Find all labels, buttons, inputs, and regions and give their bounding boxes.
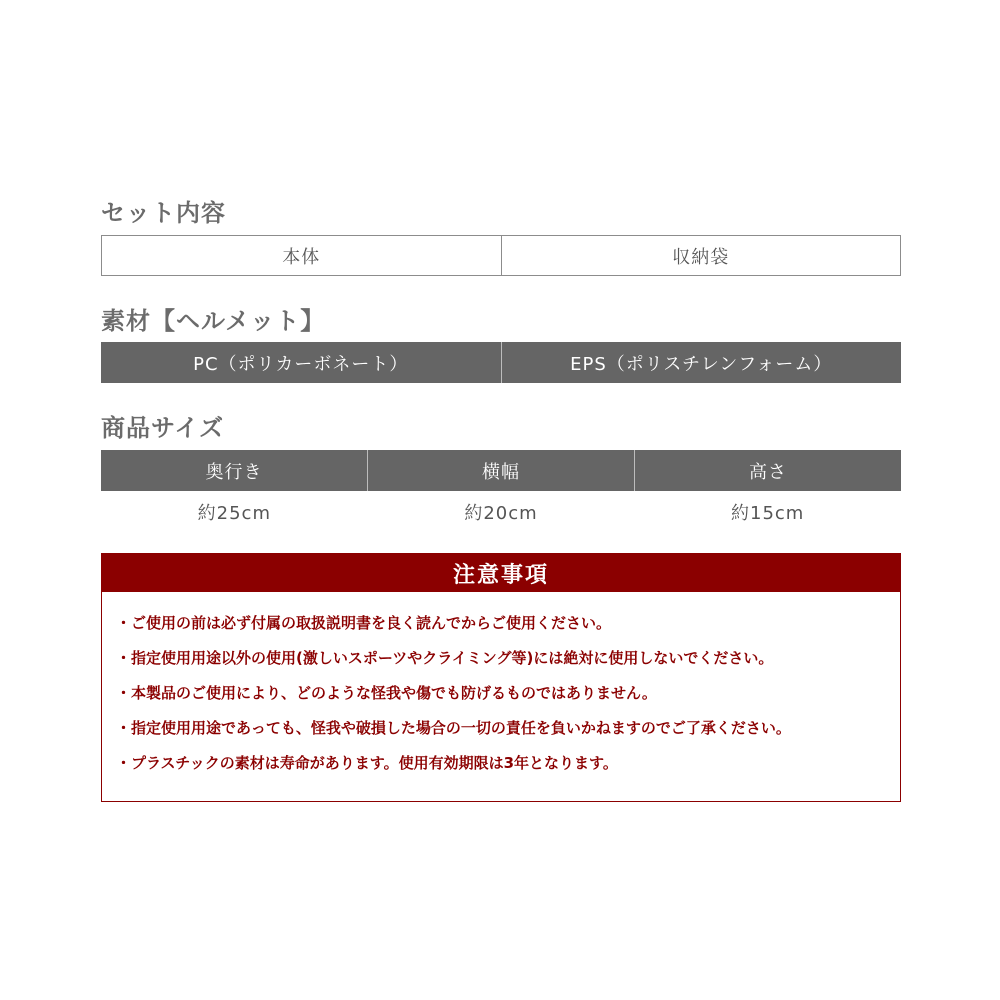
size-table-header xyxy=(101,450,901,491)
size-value-depth: 約25cm xyxy=(197,502,271,524)
product-size-title: 商品サイズ xyxy=(101,414,225,442)
notice-item: ・プラスチックの素材は寿命があります。使用有効期限は3年となります。 xyxy=(116,754,618,772)
size-table-values xyxy=(101,491,901,532)
size-header-width: 横幅 xyxy=(367,450,634,491)
set-contents-title: セット内容 xyxy=(101,199,226,227)
set-item-body: 本体 xyxy=(282,246,321,268)
notice-item: ・本製品のご使用により、どのような怪我や傷でも防げるものではありません。 xyxy=(116,684,657,702)
size-value-width: 約20cm xyxy=(464,502,538,524)
notice-title: 注意事項 xyxy=(102,554,900,592)
set-item-storage-bag: 収納袋 xyxy=(501,236,901,275)
material-table xyxy=(101,342,901,383)
notice-item: ・ご使用の前は必ず付属の取扱説明書を良く読んでからご使用ください。 xyxy=(116,614,612,632)
size-value-height: 約15cm xyxy=(731,502,805,524)
material-title: 素材【ヘルメット】 xyxy=(101,307,326,335)
notice-box xyxy=(101,553,901,802)
notice-item: ・指定使用用途以外の使用(激しいスポーツやクライミング等)には絶対に使用しないでください。 xyxy=(116,649,774,667)
notice-item: ・指定使用用途であっても、怪我や破損した場合の一切の責任を負いかねますのでご了承ください。 xyxy=(116,719,791,737)
material-item-eps: EPS（ポリスチレンフォーム） xyxy=(501,342,902,383)
size-header-height: 高さ xyxy=(634,450,901,491)
notice-list xyxy=(102,592,900,781)
material-item-pc: PC（ポリカーボネート） xyxy=(193,353,409,375)
set-contents-table xyxy=(101,235,901,276)
size-header-depth: 奥行き xyxy=(205,461,263,483)
